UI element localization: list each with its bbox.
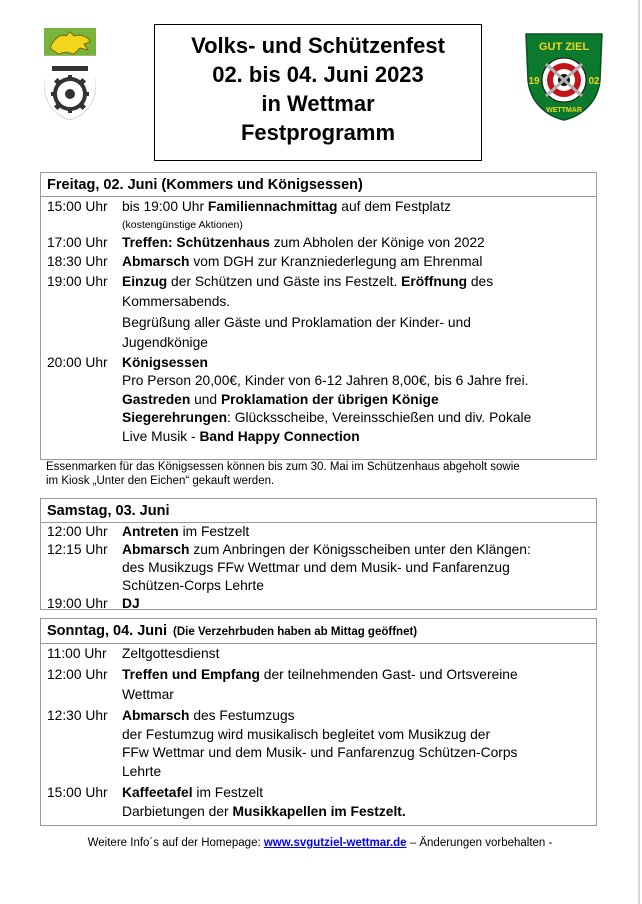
- saturday-section: [40, 498, 597, 610]
- text: zum Abholen der Könige von 2022: [269, 234, 485, 250]
- text-bold: Familiennachmittag: [207, 199, 338, 214]
- text: des: [467, 273, 494, 289]
- text: vom DGH zur Kranzniederlegung am Ehrenmal: [189, 254, 483, 269]
- text: Pro Person 20,00€, Kinder von 6-12 Jahren 8,00€, bis 6 Jahre frei.: [122, 373, 529, 388]
- schedule-row: [41, 665, 596, 705]
- schedule-row: [41, 644, 596, 663]
- time: 12:00 Uhr: [47, 667, 108, 682]
- text-bold: Abmarsch: [122, 542, 190, 557]
- schedule-row: [41, 783, 596, 821]
- text-small: (kostengünstige Aktionen): [122, 218, 243, 231]
- text-bold: Abmarsch: [122, 254, 190, 269]
- text: Begrüßung aller Gäste und Proklamation der Kinder- und: [122, 314, 471, 330]
- text-bold: DJ: [122, 596, 140, 611]
- time: 19:00 Uhr: [47, 596, 108, 611]
- logo-year-left: 19: [528, 76, 540, 87]
- municipal-crest-icon: [44, 28, 96, 120]
- text: der teilnehmenden Gast- und Ortsvereine: [259, 667, 518, 682]
- text-bold: Eröffnung: [401, 273, 468, 289]
- text-bold: Band Happy Connection: [199, 428, 360, 444]
- homepage-link[interactable]: www.svgutziel-wettmar.de: [263, 837, 407, 849]
- text: auf dem Festplatz: [337, 199, 451, 214]
- club-logo: [516, 26, 612, 122]
- schedule-row: [41, 252, 596, 272]
- text-bold: Königsessen: [122, 354, 208, 370]
- footer-prefix: Weitere Info´s auf der Homepage:: [87, 837, 264, 849]
- note-line-1: Essenmarken für das Königsessen können bis zum 30. Mai im Schützenhaus abgeholt sowie: [46, 461, 520, 473]
- title-line-4: Festprogramm: [240, 120, 396, 145]
- text-bold: Gastreden: [122, 391, 191, 407]
- text: bis 19:00 Uhr: [122, 199, 208, 214]
- text-bold: Proklamation der übrigen Könige: [220, 391, 439, 407]
- sunday-section: [40, 618, 597, 826]
- schedule-row: [41, 354, 596, 447]
- time: 11:00 Uhr: [47, 646, 107, 661]
- footer-suffix: – Änderungen vorbehalten -: [406, 837, 553, 849]
- time: 17:00 Uhr: [47, 234, 108, 250]
- sunday-header-note: (Die Verzehrbuden haben ab Mittag geöffnet): [173, 626, 418, 638]
- logo-text-bottom: WETTMAR: [546, 107, 582, 114]
- text: der Schützen und Gäste ins Festzelt.: [167, 273, 402, 289]
- text: Darbietungen der: [122, 804, 233, 819]
- friday-section: [40, 172, 597, 460]
- logo-year-right: 02: [588, 76, 600, 87]
- text-bold: Kaffeetafel: [122, 785, 193, 800]
- text: im Festzelt: [192, 785, 264, 800]
- logo-text-top: GUT ZIEL: [538, 41, 590, 53]
- text: : Glücksscheibe, Vereinsschießen und div. Pokale: [227, 410, 532, 425]
- text-bold: Musikkapellen im Festzelt.: [232, 804, 406, 819]
- schedule-row: [41, 272, 596, 354]
- text: Jugendkönige: [122, 335, 208, 350]
- text: Wettmar: [122, 687, 174, 702]
- text-bold: Abmarsch: [122, 708, 190, 723]
- schedule-row: [41, 541, 596, 595]
- text: Lehrte: [122, 763, 162, 779]
- schedule-row: [41, 197, 596, 233]
- text: und: [190, 391, 221, 407]
- text-bold: Treffen: Schützenhaus: [122, 234, 270, 250]
- text: der Festumzug wird musikalisch begleitet vom Musikzug der: [122, 726, 491, 742]
- title-line-3: in Wettmar: [261, 91, 375, 116]
- time: 12:15 Uhr: [47, 542, 108, 557]
- sunday-header: [41, 619, 596, 641]
- title-box: [154, 24, 482, 161]
- time: 15:00 Uhr: [47, 199, 108, 214]
- friday-header: Freitag, 02. Juni (Kommers und Königsessen): [47, 177, 363, 193]
- note-line-2: im Kiosk „Unter den Eichen“ gekauft werden.: [46, 475, 275, 487]
- sunday-header-title: Sonntag, 04. Juni: [47, 623, 168, 639]
- footer: [0, 837, 640, 849]
- time: 19:00 Uhr: [47, 273, 108, 289]
- text-bold: Siegerehrungen: [122, 410, 228, 425]
- text: Live Musik -: [122, 428, 200, 444]
- text: FFw Wettmar und dem Musik- und Fanfarenzug Schützen-Corps: [122, 745, 518, 760]
- time: 12:00 Uhr: [47, 524, 108, 539]
- schedule-row: [41, 523, 596, 541]
- text: Schützen-Corps Lehrte: [122, 578, 264, 593]
- text-bold: Antreten: [122, 524, 179, 539]
- saturday-header: Samstag, 03. Juni: [47, 503, 170, 519]
- time: 18:30 Uhr: [47, 254, 108, 269]
- text: des Musikzugs FFw Wettmar und dem Musik- und Fanfarenzug: [122, 560, 510, 575]
- meal-token-note: [46, 460, 601, 488]
- schedule-row: [41, 233, 596, 253]
- title-line-2: 02. bis 04. Juni 2023: [212, 62, 424, 87]
- text: Zeltgottesdienst: [122, 646, 220, 661]
- title-line-1: Volks- und Schützenfest: [191, 33, 445, 58]
- text: zum Anbringen der Königsscheiben unter den Klängen:: [189, 542, 531, 557]
- text-bold: Einzug: [122, 273, 168, 289]
- text: im Festzelt: [178, 524, 250, 539]
- text-bold: Treffen und Empfang: [122, 667, 260, 682]
- text: des Festumzugs: [189, 708, 295, 723]
- time: 12:30 Uhr: [47, 708, 108, 723]
- schedule-row: [41, 595, 596, 613]
- text: Kommersabends.: [122, 294, 231, 309]
- time: 15:00 Uhr: [47, 785, 108, 800]
- time: 20:00 Uhr: [47, 354, 108, 370]
- schedule-row: [41, 707, 596, 781]
